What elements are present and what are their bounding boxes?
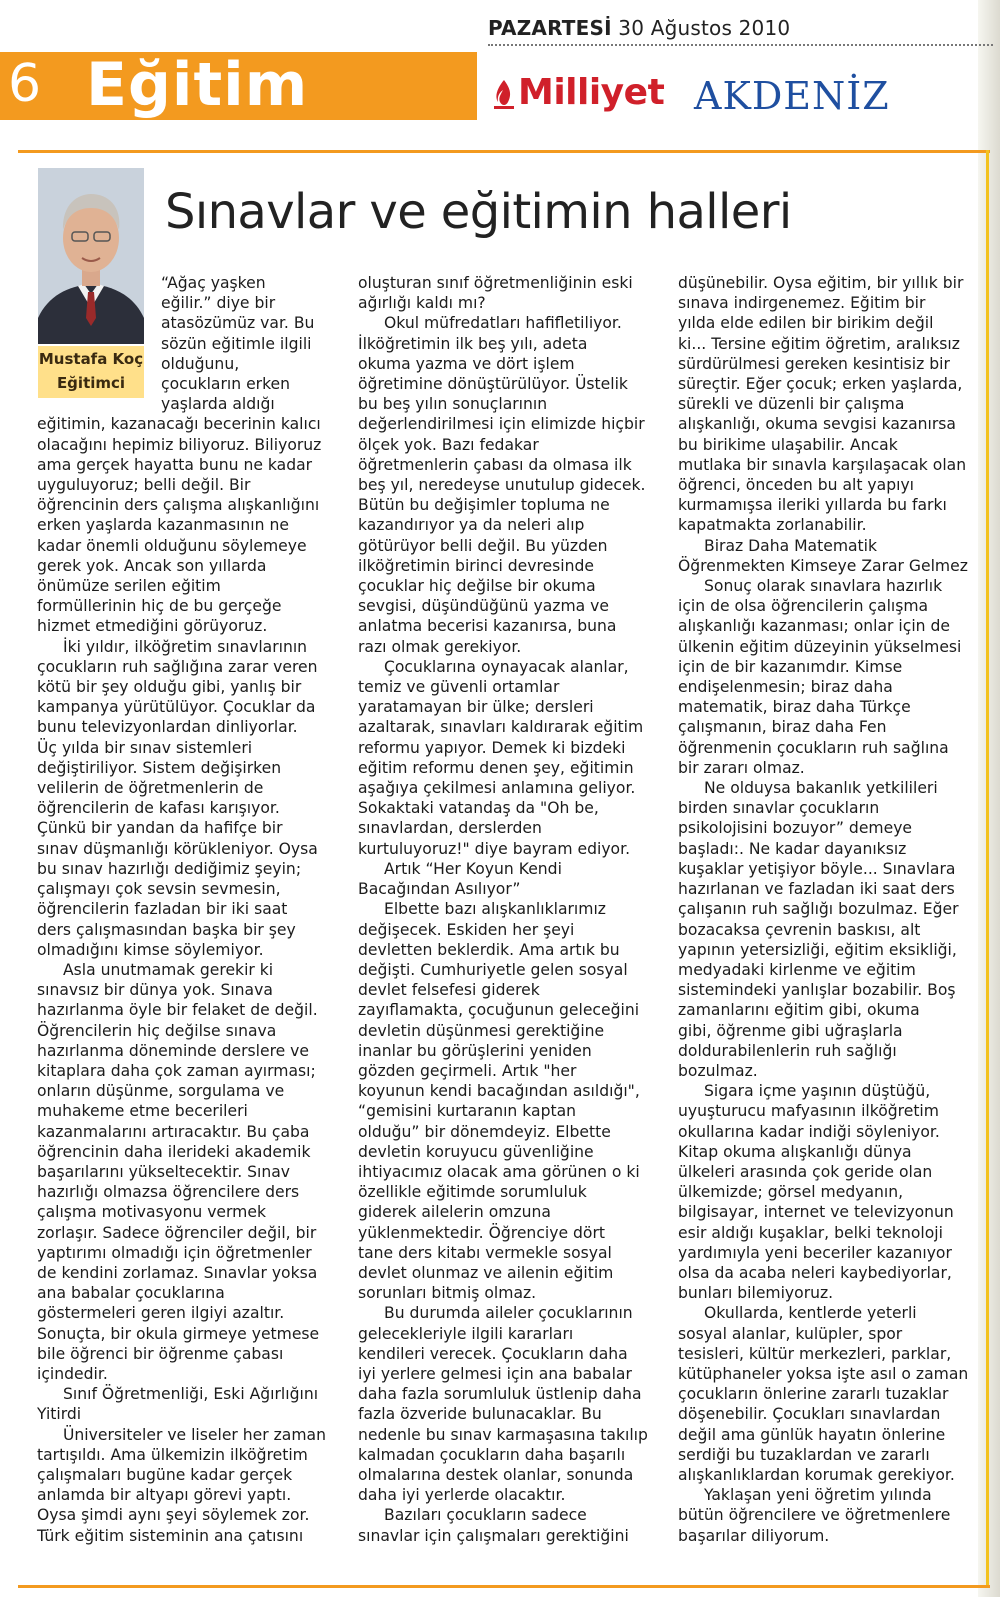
article-line: yaptırımı olmadığı için öğretmenler: [37, 1243, 312, 1262]
article-line: Ne olduysa bakanlık yetkilileri: [704, 779, 938, 798]
article-line: yardımıyla yeni beceriler kazanıyor: [678, 1243, 952, 1262]
article-line: gerek yok. Ancak son yıllarda: [37, 556, 267, 575]
article-line: okuma yazma ve dört işlem: [358, 354, 575, 373]
region-name: AKDENİZ: [694, 74, 890, 118]
article-line: temiz ve güvenli ortamlar: [358, 678, 560, 697]
article-line: olacağını hepimiz biliyoruz. Biliyoruz: [37, 435, 322, 454]
article-line: Okul müfredatları hafifletiliyor.: [384, 314, 622, 333]
article-headline: Sınavlar ve eğitimin halleri: [165, 184, 792, 240]
article-line: hizmet etmediğini görüyoruz.: [37, 617, 268, 636]
article-line: Çünkü bir yandan da hafifçe bir: [37, 819, 283, 838]
article-line: uyguluyoruz; belli değil. Bir: [37, 476, 251, 495]
article-line: ülkenin eğitim düzeyinin yükselmesi: [678, 637, 962, 656]
article-line: oluşturan sınıf öğretmenliğinin eski: [358, 274, 633, 292]
article-column-3: [678, 273, 968, 1546]
article-line: çocukların önlerine zararlı tuzaklar: [678, 1385, 949, 1404]
article-line: sınavsız bir dünya yok. Sınava: [37, 981, 273, 1000]
article-line: öğrencilerin fazladan bir iki saat: [37, 900, 288, 919]
article-line: anlamda bir altyapı görevi yaptı.: [37, 1486, 292, 1505]
article-line: öğretmenlerin çabası da olmasa ilk: [358, 455, 632, 474]
article-line: Üç yılda bir sınav sistemleri: [37, 738, 253, 757]
article-line: de kendini zorlamaz. Sınavlar yoksa: [37, 1263, 318, 1282]
article-column-2: [358, 273, 658, 1546]
article-line: önümüze serilen eğitim: [37, 577, 221, 596]
article-line: tartışıldı. Ama ülkemizin ilköğretim: [37, 1445, 308, 1464]
article-line: Oysa şimdi aynı şeyi söylemek zor.: [37, 1506, 310, 1525]
article-line: medyadaki kirlenme ve eğitim: [678, 960, 916, 979]
article-line: kurmamışsa ileriki yıllarda bu farkı: [678, 496, 947, 515]
article-line: Bacağından Asılıyor”: [358, 880, 521, 899]
article-line: devletin koruyucu güvenliğine: [358, 1142, 594, 1161]
article-line: değişti. Cumhuriyetle gelen sosyal: [358, 960, 628, 979]
article-line: iyi yerlere gelmesi için ana babalar: [358, 1364, 632, 1383]
article-line: birden sınavlar çocukların: [678, 799, 880, 818]
article-line: sürekli ve düzenli bir çalışma: [678, 395, 905, 414]
article-line: bunu televizyonlardan dinliyorlar.: [37, 718, 298, 737]
article-line: devlet felsefesi giderek: [358, 981, 540, 1000]
article-line: olduğu” bir dönemdeyiz. Elbette: [358, 1122, 611, 1141]
dotted-rule: [488, 44, 993, 54]
article-line: Yaklaşan yeni öğretim yılında: [704, 1486, 932, 1505]
article-line: döşenebilir. Çocukları sınavlardan: [678, 1405, 941, 1424]
article-line: İlköğretimin ilk beş yılı, adeta: [358, 334, 588, 353]
article-line: gözden geçirmeli. Artık "her: [358, 1061, 577, 1080]
article-line: çalışmanın, biraz daha Fen: [678, 718, 887, 737]
article-line: içindedir.: [37, 1364, 108, 1383]
article-line: Öğrencilerin hiç değilse sınava: [37, 1021, 277, 1040]
article-line: çalışmayı çok sevsin sevmesin,: [37, 880, 281, 899]
article-line: okullarına kadar indiği söyleniyor.: [678, 1122, 940, 1141]
article-line: “Ağaç yaşken: [161, 274, 266, 292]
author-name: Mustafa Koç: [38, 350, 144, 368]
article-line: çalışanın ruh sağlığı bozulmaz. Eğer: [678, 900, 959, 919]
article-line: mutlaka bir sınavla karşılaşacak olan: [678, 455, 967, 474]
article-line: kendileri verecek. Çocukların daha: [358, 1344, 628, 1363]
issue-date-text: 30 Ağustos 2010: [618, 16, 791, 40]
article-line: çocuklar hiç değilse bir okuma: [358, 577, 596, 596]
article-line: yaşlarda aldığı: [161, 395, 275, 414]
article-line: Sigara içme yaşının düştüğü,: [704, 1082, 931, 1101]
article-line: ülkeleri arasında çok geride olan: [678, 1162, 933, 1181]
article-column-1: [37, 273, 337, 1546]
article-line: Biraz Daha Matematik: [704, 536, 878, 555]
article-line: süreçtir. Eğer çocuk; erken yaşlarda,: [678, 375, 963, 394]
article-line: çalışmaları bugüne kadar gerçek: [37, 1465, 293, 1484]
article-line: giderek ailelerin omzuna: [358, 1203, 551, 1222]
article-line: kadar önemli olduğunu söylemeye: [37, 536, 307, 555]
article-line: kapatmakta zorlanabilir.: [678, 516, 867, 535]
article-line: bu birikime ulaşabilir. Ancak: [678, 435, 898, 454]
article-line: hazırlanan ve fazladan iki saat ders: [678, 880, 955, 899]
article-line: olmadığını kimse söylemiyor.: [37, 940, 264, 959]
article-line: sınavlardan, derslerden: [358, 819, 542, 838]
article-line: Okullarda, kentlerde yeterli: [704, 1304, 917, 1323]
article-line: hazırlığı olmazsa öğrencilere ders: [37, 1183, 300, 1202]
article-line: bozacaksa çevrenin baskısı, alt: [678, 920, 921, 939]
article-line: ilköğretimin birinci devresinde: [358, 556, 594, 575]
article-line: yapının yetersizliği, eğitim eksikliği,: [678, 940, 957, 959]
article-line: Çocuklarına oynayacak alanlar,: [384, 657, 629, 676]
article-line: sınavlar için çalışmaları gerektiğini: [358, 1526, 629, 1545]
article-line: endişelenmesin; biraz daha: [678, 678, 893, 697]
article-line: ana babalar çocuklarına: [37, 1284, 225, 1303]
article-line: kazandırıyor ya da neleri alıp: [358, 516, 585, 535]
article-line: Bazıları çocukların sadece: [384, 1506, 587, 1525]
issue-weekday: PAZARTESİ: [488, 16, 612, 40]
article-line: öğrencinin daha ilerideki akademik: [37, 1142, 311, 1161]
article-line: çalışma motivasyonu vermek: [37, 1203, 266, 1222]
article-line: esir aldığı kuşaklar, belki teknoloji: [678, 1223, 943, 1242]
article-line: zorlaşır. Sadece öğrenciler değil, bir: [37, 1223, 317, 1242]
article-line: sistemindeki yanlışlar bozabilir. Boş: [678, 981, 956, 1000]
article-line: sevgisi, düşündüğünü yazma ve: [358, 597, 609, 616]
article-line: eğilir.” diye bir: [161, 294, 276, 313]
article-line: kalmadan çocukların daha başarılı: [358, 1445, 626, 1464]
article-line: öğrencilerin de kafası karışıyor.: [37, 799, 280, 818]
article-line: yaratamayan bir ülke; dersleri: [358, 698, 594, 717]
article-line: kazanmalarını artıracaktır. Bu çaba: [37, 1122, 310, 1141]
article-line: formüllerinin hiç de bu gerçeğe: [37, 597, 282, 616]
article-line: sorunları bitmiş olmaz.: [358, 1284, 537, 1303]
article-line: zayıflamakta, çocuğunun geleceğini: [358, 1001, 640, 1020]
article-line: alışkanlıklardan korumak gerekiyor.: [678, 1465, 955, 1484]
article-line: Bütün bu değişimler topluma ne: [358, 496, 610, 515]
article-line: değişecek. Eskiden her şeyi: [358, 920, 575, 939]
article-line: devletten beklerdik. Ama artık bu: [358, 940, 620, 959]
article-line: Sınıf Öğretmenliği, Eski Ağırlığını: [63, 1385, 319, 1404]
article-line: daha iyi yerlerde olacaktır.: [358, 1486, 566, 1505]
article-line: ülkemizde; görsel medyanın,: [678, 1183, 904, 1202]
article-line: “gemisini kurtaranın kaptan: [358, 1102, 577, 1121]
section-banner: [0, 52, 477, 120]
frame-right-rule: [986, 150, 989, 1585]
article-line: özellikle eğitimde sorumluluk: [358, 1183, 587, 1202]
article-line: nedenle bu sınav karmaşasına takılıp: [358, 1425, 648, 1444]
article-line: daha fazla sorumluluk üstlenip daha: [358, 1385, 642, 1404]
article-line: bile öğrenci bir öğrenme çabası: [37, 1344, 284, 1363]
article-line: hazırlanma öyle bir felaket de değil.: [37, 1001, 318, 1020]
article-line: anlatma becerisi kazanırsa, buna: [358, 617, 617, 636]
article-line: Kitap okuma alışkanlığı dünya: [678, 1142, 912, 1161]
article-line: Bu durumda aileler çocuklarının: [384, 1304, 633, 1323]
article-line: değil ama günlük hayatın önlerine: [678, 1425, 946, 1444]
article-line: kütüphaneler yoksa işte asıl o zaman: [678, 1364, 969, 1383]
section-name: Eğitim: [86, 50, 309, 120]
page-number: 6: [8, 54, 42, 114]
article-line: serdiği bu tuzaklardan ve zararlı: [678, 1445, 930, 1464]
article-line: Türk eğitim sisteminin ana çatısını: [37, 1526, 304, 1545]
article-line: aşağıya çekilmesi anlamına geliyor.: [358, 779, 636, 798]
article-line: muhakeme etme becerileri: [37, 1102, 248, 1121]
article-line: tesisleri, kültür merkezleri, parklar,: [678, 1344, 952, 1363]
article-line: koyunun kendi bacağından asıldığı",: [358, 1082, 640, 1101]
article-line: olduğunu,: [161, 354, 240, 373]
article-line: Yitirdi: [37, 1405, 82, 1424]
article-line: bunları bilemiyoruz.: [678, 1284, 834, 1303]
flame-logo-icon: [492, 78, 516, 112]
article-line: tane ders kitabı vermekle sosyal: [358, 1243, 612, 1262]
article-line: atasözümüz var. Bu: [161, 314, 315, 333]
article-line: gibi, öğrenme gibi uğraşlarla: [678, 1021, 903, 1040]
article-line: bu sınav hazırlığı dediğimiz şeyin;: [37, 859, 302, 878]
article-line: yılda elde edilen bir birikim değil: [678, 314, 934, 333]
article-line: doldurabilenlerin ruh sağlığı: [678, 1041, 897, 1060]
article-line: ağırlığı kaldı mı?: [358, 294, 486, 313]
article-line: kötü bir şey olduğu gibi, yanlış bir: [37, 678, 302, 697]
article-line: göstermeleri geren ilgiyi azaltır.: [37, 1304, 285, 1323]
article-line: azaltarak, sınavları kaldırarak eğitim: [358, 718, 644, 737]
article-line: başarılar diliyorum.: [678, 1526, 830, 1545]
article-line: olsa da acaba neleri kaybediyorlar,: [678, 1263, 952, 1282]
article-line: düşünebilir. Oysa eğitim, bir yıllık bir: [678, 274, 964, 292]
article-line: fazla özveride bulunacaklar. Bu: [358, 1405, 602, 1424]
author-role: Eğitimci: [56, 374, 126, 392]
article-line: götürüyor belli değil. Bu yüzden: [358, 536, 608, 555]
article-line: öğrenmenin çocukların ruh sağlına: [678, 738, 949, 757]
article-line: bir zararı olmaz.: [678, 758, 805, 777]
article-line: matematik, biraz daha Türkçe: [678, 698, 911, 717]
article-line: başladı:. Ne kadar dayanıksız: [678, 839, 907, 858]
article-line: bu beş yılın sonuçlarının: [358, 395, 548, 414]
article-line: eğitim reformu denen şey, eğitimin: [358, 758, 634, 777]
article-line: razı olmak gerekiyor.: [358, 637, 522, 656]
article-line: velilerin de öğretmenlerin de: [37, 779, 264, 798]
article-line: sözün eğitimle ilgili: [161, 334, 312, 353]
article-line: hazırlanma döneminde derslere ve: [37, 1041, 310, 1060]
article-line: için de olsa öğrencilerin çalışma: [678, 597, 929, 616]
article-line: psikolojisini bozuyor” demeye: [678, 819, 913, 838]
article-line: ölçek yok. Bazı fedakar: [358, 435, 539, 454]
article-line: eğitimin, kazanacağı becerinin kalıcı: [37, 415, 321, 434]
article-line: çocukların ruh sağlığına zarar veren: [37, 657, 318, 676]
article-line: Sonuçta, bir okula girmeye yetmese: [37, 1324, 320, 1343]
article-line: ihtiyacımız olacak ama görünen o ki: [358, 1162, 640, 1181]
article-line: Üniversiteler ve liseler her zaman: [63, 1425, 326, 1444]
article-line: sürdürülmesi gereken kesintisiz bir: [678, 354, 950, 373]
article-line: öğrenci, önceden bu alt yapıyı: [678, 476, 914, 495]
article-line: zamanlarını eğitim gibi, okuma: [678, 1001, 920, 1020]
article-line: yüklenmektedir. Öğrenciye dört: [358, 1223, 605, 1242]
article-line: gelecekleriyle ilgili kararları: [358, 1324, 574, 1343]
article-line: kampanya yürütülüyor. Çocuklar da: [37, 698, 316, 717]
article-line: Artık “Her Koyun Kendi: [384, 859, 562, 878]
article-line: Elbette bazı alışkanlıklarımız: [384, 900, 606, 919]
article-line: olmalarına destek olanlar, sonunda: [358, 1465, 634, 1484]
article-line: erken yaşlarda kazanmasının ne: [37, 516, 289, 535]
article-line: uyuşturucu mafyasının ilköğretim: [678, 1102, 939, 1121]
article-line: devlet olunmaz ve ailenin eğitim: [358, 1263, 614, 1282]
article-line: Sonuç olarak sınavlara hazırlık: [704, 577, 943, 596]
article-line: sınav düşmanlığı körükleniyor. Oysa: [37, 839, 318, 858]
newspaper-logo: [492, 72, 992, 122]
article-line: bütün öğrencilere ve öğretmenlere: [678, 1506, 951, 1525]
article-line: İki yıldır, ilköğretim sınavlarının: [63, 637, 308, 656]
article-line: ki... Tersine eğitim öğretim, aralıksız: [678, 334, 960, 353]
article-line: sınava indirgenemez. Eğitim bir: [678, 294, 926, 313]
article-line: ama gerçek hayatta bunu ne kadar: [37, 455, 313, 474]
article-line: kurtuluyoruz!" diye bayram ediyor.: [358, 839, 631, 858]
article-line: değerlendirilmesi için elimizde hiçbir: [358, 415, 645, 434]
article-line: Öğrenmekten Kimseye Zarar Gelmez: [678, 556, 968, 575]
article-line: çocukların erken: [161, 375, 291, 394]
article-line: kitaplara daha çok zaman ayırması;: [37, 1061, 316, 1080]
article-line: Sokaktaki vatandaş da "Oh be,: [358, 799, 599, 818]
article-line: devletin düşünmesi gerektiğine: [358, 1021, 605, 1040]
article-line: Asla unutmamak gerekir ki: [63, 960, 274, 979]
article-line: ders çalışmasından başka bir şey: [37, 920, 296, 939]
article-line: beş yıl, neredeyse unutulup gidecek.: [358, 476, 646, 495]
issue-date: [488, 16, 790, 40]
article-line: alışkanlığı kazanması; onlar için de: [678, 617, 950, 636]
article-line: onların düşünme, sorgulama ve: [37, 1082, 285, 1101]
article-line: öğrencinin ders çalışma alışkanlığını: [37, 496, 320, 515]
brand-name: Milliyet: [518, 72, 665, 113]
article-line: sosyal alanlar, kulüpler, spor: [678, 1324, 903, 1343]
article-line: inanlar bu görüşlerini yeniden: [358, 1041, 592, 1060]
article-line: kuşaklar yetişiyor böyle... Sınavlara: [678, 859, 956, 878]
article-line: için de bir kazanımdır. Kimse: [678, 657, 903, 676]
article-line: bozulmaz.: [678, 1061, 758, 1080]
article-line: bilgisayar, internet ve televizyonun: [678, 1203, 954, 1222]
article-line: değiştiriliyor. Sistem değişirken: [37, 758, 282, 777]
article-line: reformu yapıyor. Demek ki bizdeki: [358, 738, 626, 757]
article-line: başarılarını yükseltecektir. Sınav: [37, 1162, 291, 1181]
article-line: alışkanlığı, okuma sevgisi kazanırsa: [678, 415, 956, 434]
article-line: öğretimine dönüştürülüyor. Üstelik: [358, 375, 628, 394]
